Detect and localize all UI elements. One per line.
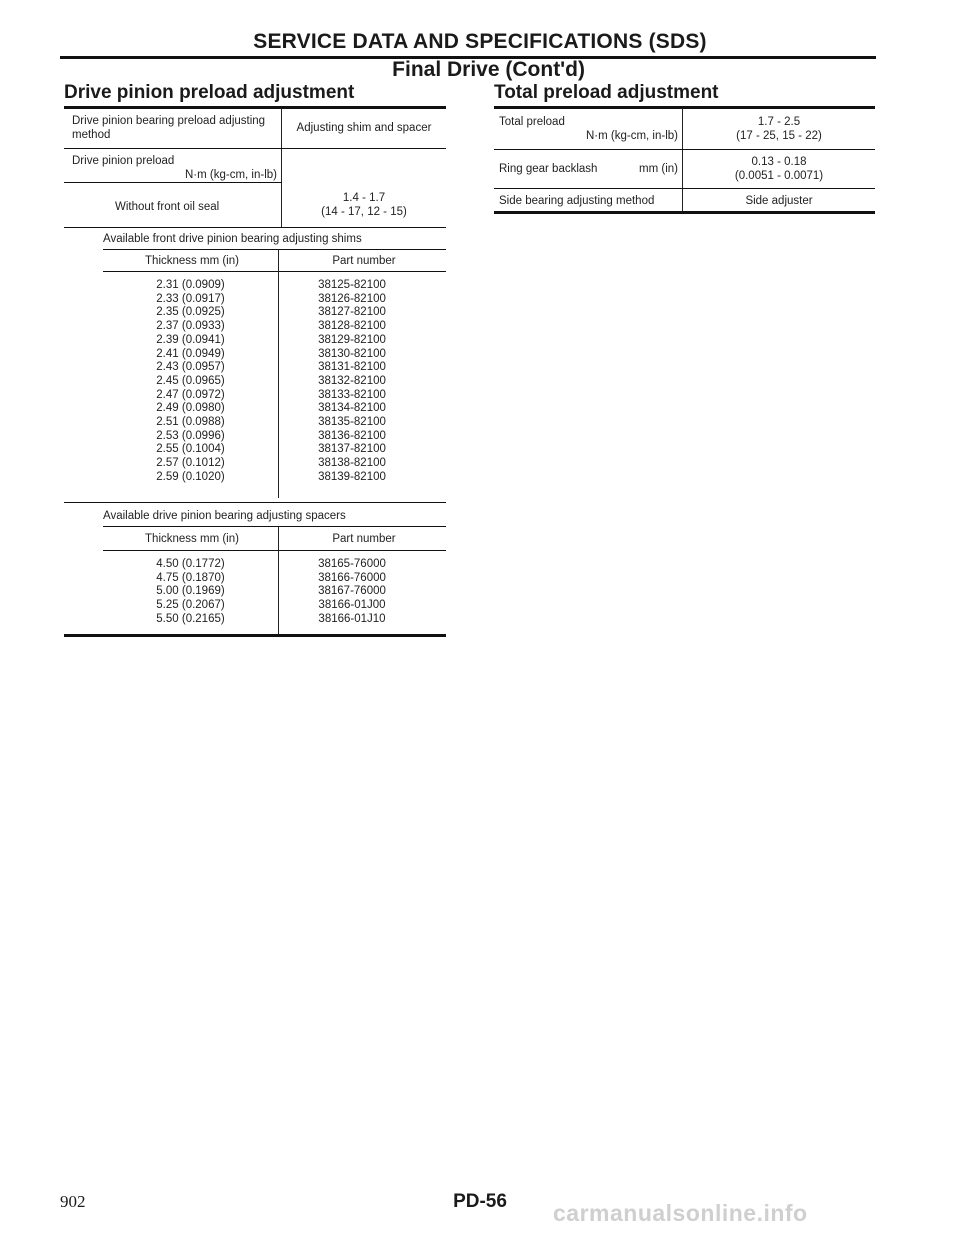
shim-thickness: 2.39 (0.0941) xyxy=(156,333,225,346)
shim-part: 38126-82100 xyxy=(318,292,386,305)
shim-part: 38138-82100 xyxy=(318,457,386,470)
shim-part: 38136-82100 xyxy=(318,429,386,442)
total-preload-value xyxy=(683,115,875,143)
shim-thickness: 2.31 (0.0909) xyxy=(156,279,225,291)
left-section-title: Drive pinion preload adjustment xyxy=(64,82,355,103)
side-bearing-value: Side adjuster xyxy=(745,195,813,207)
spacers-header-rule xyxy=(103,550,446,551)
total-preload-value-line2: (17 - 25, 15 - 22) xyxy=(736,130,822,142)
preload-sub-rule xyxy=(64,182,282,183)
seal-label: Without front oil seal xyxy=(115,201,220,213)
shims-col-part: Part number xyxy=(332,255,396,267)
spacer-part: 38166-76000 xyxy=(318,571,386,584)
shims-header-rule xyxy=(103,271,446,272)
shims-thickness-col xyxy=(103,279,278,485)
spacers-part-col xyxy=(282,558,422,627)
shims-part-col xyxy=(282,279,422,485)
shim-thickness: 2.57 (0.1012) xyxy=(156,457,225,470)
spacer-thickness: 5.00 (0.1969) xyxy=(156,585,225,598)
preload-label: Drive pinion preload xyxy=(72,155,175,167)
shim-thickness: 2.35 (0.0925) xyxy=(156,306,225,319)
spacers-title-rule xyxy=(103,526,446,527)
shim-thickness: 2.45 (0.0965) xyxy=(156,374,225,387)
backlash-value-line1: 0.13 - 0.18 xyxy=(751,156,807,168)
shim-part: 38125-82100 xyxy=(318,279,386,291)
shim-thickness: 2.59 (0.1020) xyxy=(156,470,225,483)
right-bottom-rule xyxy=(494,211,875,214)
shims-bottom-rule xyxy=(64,502,446,503)
backlash-label: Ring gear backlash xyxy=(499,163,598,175)
left-bottom-rule xyxy=(64,634,446,637)
shim-part: 38132-82100 xyxy=(318,374,386,387)
shim-thickness: 2.49 (0.0980) xyxy=(156,402,225,415)
backlash-value xyxy=(683,155,875,183)
spacer-part: 38166-01J10 xyxy=(318,612,386,625)
method-label xyxy=(72,114,282,142)
total-preload-label: Total preload xyxy=(499,116,565,128)
shim-thickness: 2.55 (0.1004) xyxy=(156,443,225,456)
method-label-line1: Drive pinion bearing preload adjusting xyxy=(72,115,266,127)
spacer-part: 38165-76000 xyxy=(318,558,386,570)
shim-thickness: 2.41 (0.0949) xyxy=(156,347,225,360)
spacer-part: 38167-76000 xyxy=(318,585,386,598)
watermark-text: carmanualsonline.info xyxy=(553,1200,808,1226)
shim-part: 38135-82100 xyxy=(318,416,386,429)
spacers-thickness-col xyxy=(103,558,278,627)
shim-thickness: 2.53 (0.0996) xyxy=(156,429,225,442)
spacers-title: Available drive pinion bearing adjusting spacers xyxy=(103,510,346,522)
spacers-divider xyxy=(278,527,279,634)
side-bearing-label: Side bearing adjusting method xyxy=(499,195,655,207)
shim-part: 38134-82100 xyxy=(318,402,386,415)
right-section-title: Total preload adjustment xyxy=(494,82,719,103)
spacer-thickness: 5.50 (0.2165) xyxy=(156,612,225,625)
preload-value-line2: (14 - 17, 12 - 15) xyxy=(321,206,407,218)
shim-part: 38128-82100 xyxy=(318,320,386,333)
backlash-value-line2: (0.0051 - 0.0071) xyxy=(734,170,824,182)
preload-value-line1: 1.4 - 1.7 xyxy=(342,192,386,204)
shims-col-thickness: Thickness mm (in) xyxy=(145,255,239,267)
method-row-rule xyxy=(64,148,446,149)
shim-thickness: 2.47 (0.0972) xyxy=(156,388,225,401)
shim-part: 38129-82100 xyxy=(318,333,386,346)
shims-title: Available front drive pinion bearing adjusting shims xyxy=(103,233,362,245)
seal-divider xyxy=(281,183,282,227)
page-subtitle: Final Drive (Cont'd) xyxy=(392,58,585,81)
spacers-col-part: Part number xyxy=(332,533,396,545)
shim-thickness: 2.43 (0.0957) xyxy=(156,361,225,374)
spacer-part: 38166-01J00 xyxy=(318,599,386,612)
method-value: Adjusting shim and spacer xyxy=(296,122,432,134)
total-preload-rule xyxy=(494,149,875,150)
spacer-thickness: 5.25 (0.2067) xyxy=(156,599,225,612)
shim-thickness: 2.33 (0.0917) xyxy=(156,292,225,305)
page-title: SERVICE DATA AND SPECIFICATIONS (SDS) xyxy=(253,30,707,53)
shim-part: 38133-82100 xyxy=(318,388,386,401)
shim-part: 38137-82100 xyxy=(318,443,386,456)
preload-value xyxy=(282,191,446,219)
shims-title-rule xyxy=(103,249,446,250)
method-divider xyxy=(281,108,282,148)
left-top-rule xyxy=(64,106,446,109)
preload-divider xyxy=(281,149,282,182)
page-number: 902 xyxy=(60,1192,86,1211)
total-preload-value-line1: 1.7 - 2.5 xyxy=(757,116,801,128)
shim-part: 38131-82100 xyxy=(318,361,386,374)
backlash-unit: mm (in) xyxy=(639,163,678,175)
method-label-line2: method xyxy=(72,129,111,141)
spacer-thickness: 4.50 (0.1772) xyxy=(156,558,225,570)
page-code: PD-56 xyxy=(453,1191,507,1212)
preload-unit: N·m (kg-cm, in-lb) xyxy=(185,169,277,181)
preload-row-rule xyxy=(64,227,446,228)
shim-part: 38139-82100 xyxy=(318,470,386,483)
shim-thickness: 2.37 (0.0933) xyxy=(156,320,225,333)
spacers-col-thickness: Thickness mm (in) xyxy=(145,533,239,545)
shims-divider xyxy=(278,250,279,498)
right-top-rule xyxy=(494,106,875,109)
backlash-rule xyxy=(494,188,875,189)
total-preload-unit: N·m (kg-cm, in-lb) xyxy=(586,130,678,142)
shim-thickness: 2.51 (0.0988) xyxy=(156,416,225,429)
shim-part: 38127-82100 xyxy=(318,306,386,319)
spacer-thickness: 4.75 (0.1870) xyxy=(156,571,225,584)
shim-part: 38130-82100 xyxy=(318,347,386,360)
